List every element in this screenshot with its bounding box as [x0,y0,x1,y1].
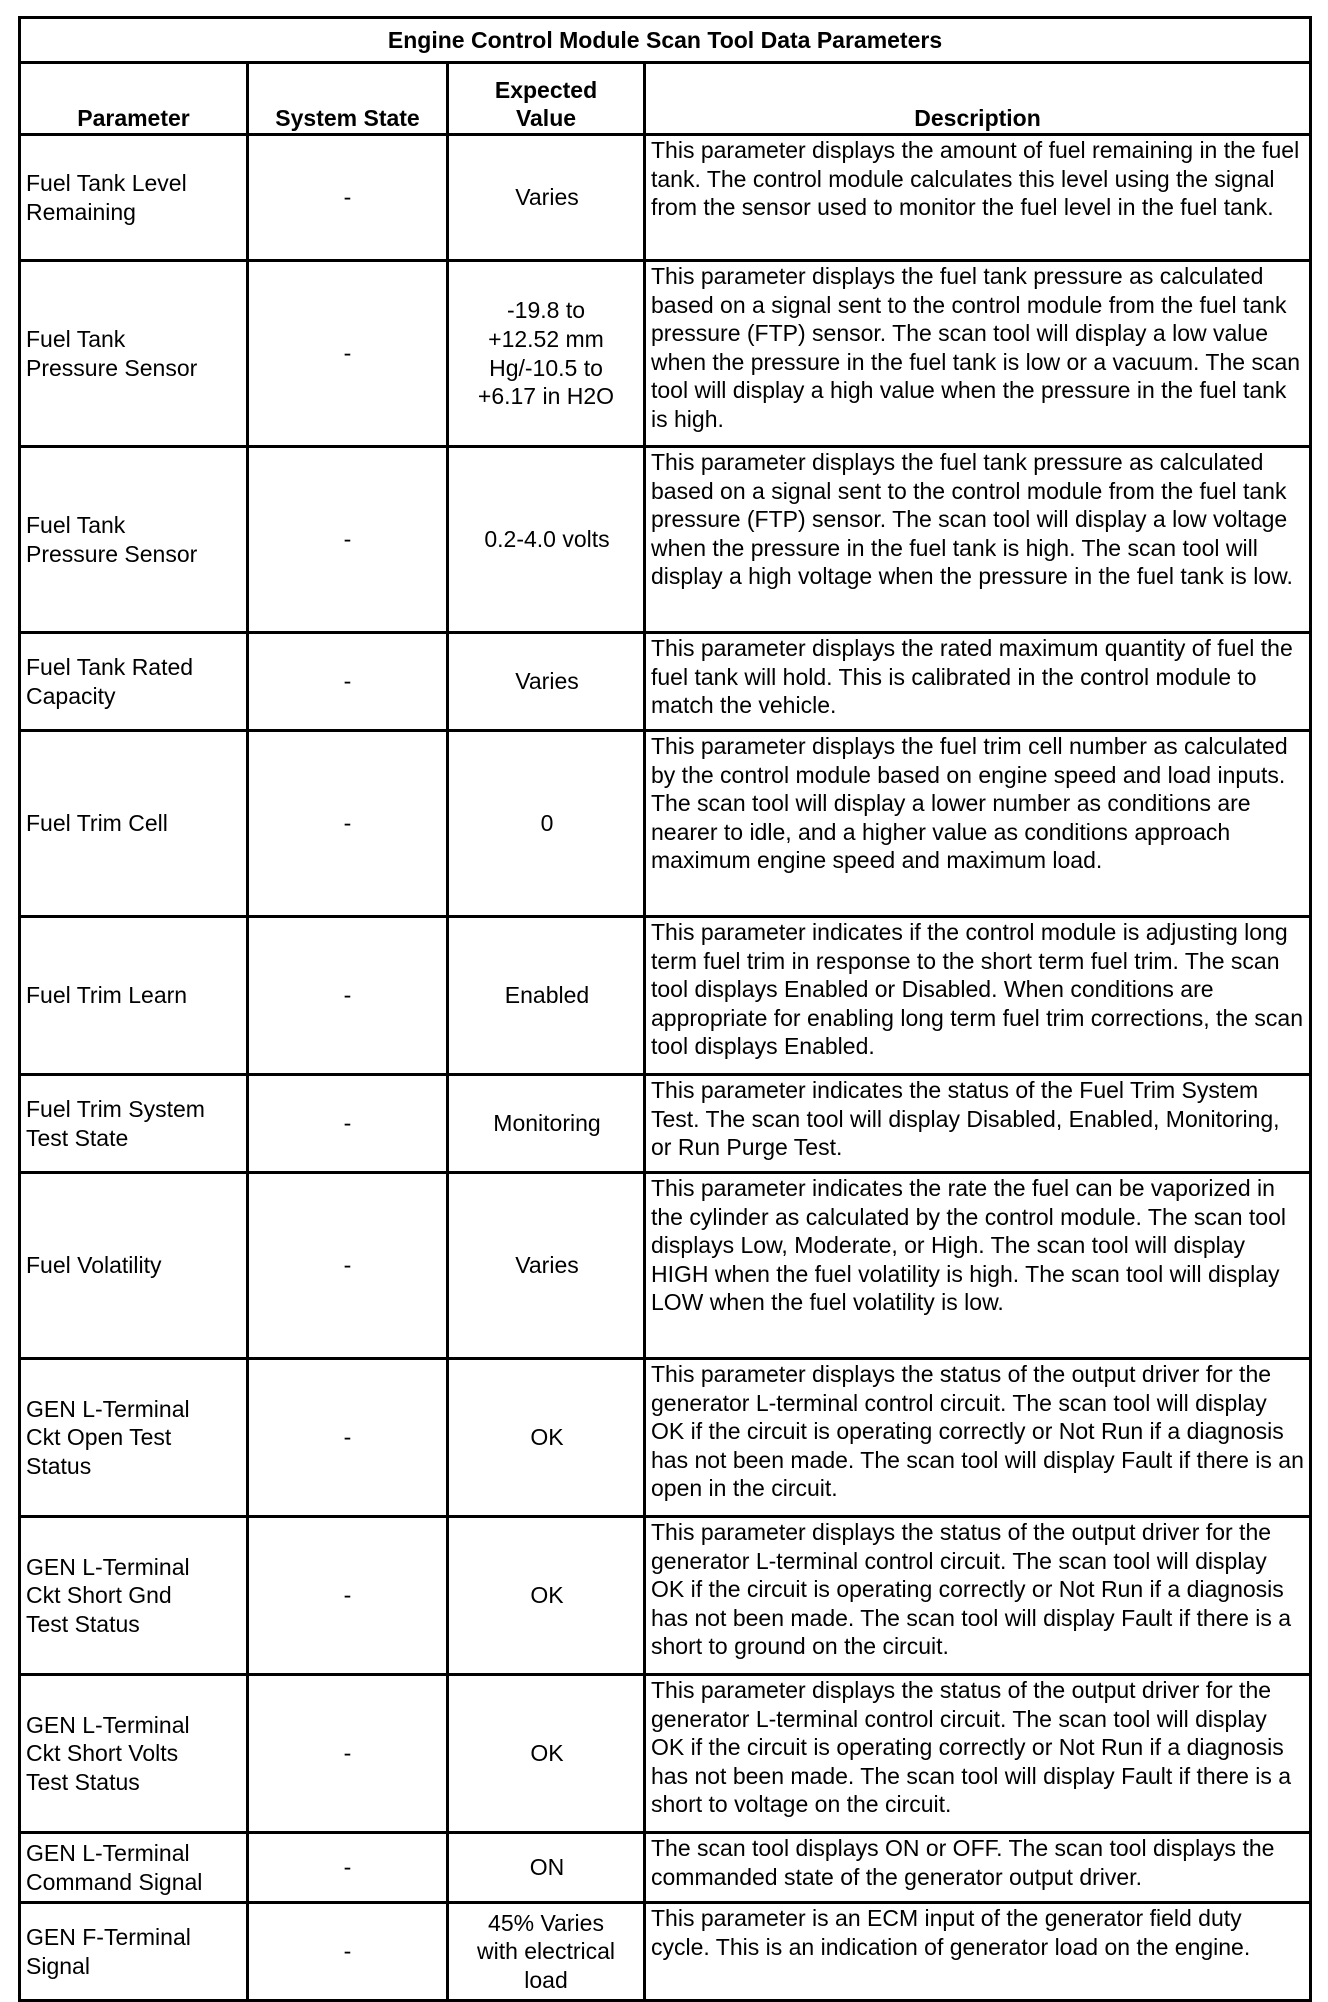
description-cell [645,1173,1311,1359]
expected-value-cell-text: OK [530,1424,564,1451]
parameter-cell-text: Fuel Volatility [26,1252,162,1279]
parameter-cell [20,1903,248,2001]
parameter-cell [20,633,248,731]
expected-value-cell-text: Monitoring [493,1110,601,1137]
table-row [20,633,1311,731]
description-cell-text: This parameter is an ECM input of the generator field duty cycle. This is an indication of generator load on the engine. [651,1905,1251,1960]
description-cell [645,1517,1311,1675]
expected-value-cell-text: Varies [515,668,579,695]
system-state-cell-text: - [343,668,352,695]
system-state-cell [248,135,448,261]
expected-value-cell-text: 0 [540,810,554,837]
description-cell-text: This parameter indicates the status of the Fuel Trim System Test. The scan tool will display Disabled, Enabled, Monitoring, or Run Purge Test. [651,1077,1280,1161]
expected-value-cell-text: ON [529,1854,565,1881]
table-row [20,1173,1311,1359]
parameter-cell [20,1517,248,1675]
table-row [20,135,1311,261]
description-cell [645,731,1311,917]
parameter-cell-text: Fuel Trim System Test State [26,1095,205,1151]
expected-value-cell-text: 0.2-4.0 volts [484,526,610,553]
parameter-cell-text: GEN L-Terminal Command Signal [26,1839,203,1895]
expected-value-cell-text: Enabled [504,982,590,1009]
description-cell-text: This parameter displays the amount of fuel remaining in the fuel tank. The control module calculates this level using the signal from the sensor used to monitor the fuel level in the fuel tank. [651,137,1300,221]
expected-value-cell-text: OK [530,1740,564,1767]
parameter-cell [20,1359,248,1517]
expected-value-cell [448,135,645,261]
description-cell-text: This parameter displays the rated maximum quantity of fuel the fuel tank will hold. This is calibrated in the control module to match the vehicle. [651,635,1293,719]
parameter-cell-text: Fuel Tank Rated Capacity [26,653,194,709]
parameter-cell-text: Fuel Tank Pressure Sensor [26,511,198,567]
table-row [20,1359,1311,1517]
table-row [20,731,1311,917]
parameter-cell [20,447,248,633]
description-cell-text: This parameter displays the fuel tank pressure as calculated based on a signal sent to the control module from the fuel tank pressure (FTP) sensor. The scan tool will display a low voltage when the pressure in the fuel tank is high. The scan tool will display a high voltage when the pressure in the fuel tank is low. [651,449,1293,590]
expected-value-cell [448,1675,645,1833]
parameter-cell [20,1173,248,1359]
table-row [20,1075,1311,1173]
system-state-cell-text: - [343,982,352,1009]
system-state-cell-text: - [343,340,352,367]
system-state-cell [248,917,448,1075]
expected-value-header-text: Expected Value [494,76,598,132]
expected-value-cell-text: Varies [515,184,579,211]
description-cell [645,447,1311,633]
system-state-cell-text: - [343,810,352,837]
expected-value-cell-text: Varies [515,1252,579,1279]
description-cell-text: The scan tool displays ON or OFF. The scan tool displays the commanded state of the generator output driver. [651,1835,1275,1890]
description-cell-text: This parameter displays the status of the output driver for the generator L-terminal control circuit. The scan tool will display OK if the circuit is operating correctly or Not Run if a diagnosis has not been made. The scan tool will display Fault if there is a short to ground on the circuit. [651,1519,1292,1660]
description-cell-text: This parameter indicates if the control module is adjusting long term fuel trim in response to the short term fuel trim. The scan tool displays Enabled or Disabled. When conditions are appropriate for enabling long term fuel trim corrections, the scan tool displays Enabled. [651,919,1303,1060]
parameter-cell [20,1675,248,1833]
table-row [20,1675,1311,1833]
column-header-expected-value [448,63,645,135]
expected-value-cell-text: OK [530,1582,564,1609]
parameter-cell-text: GEN L-Terminal Ckt Short Gnd Test Status [26,1553,190,1637]
description-cell [645,1833,1311,1903]
table-row [20,261,1311,447]
parameter-cell [20,731,248,917]
expected-value-cell [448,731,645,917]
expected-value-cell [448,447,645,633]
description-cell [645,1675,1311,1833]
parameter-cell-text: GEN L-Terminal Ckt Open Test Status [26,1395,190,1479]
system-state-cell [248,1359,448,1517]
description-cell [645,1075,1311,1173]
system-state-cell [248,633,448,731]
expected-value-cell [448,1833,645,1903]
system-state-cell-text: - [343,1110,352,1137]
system-state-cell [248,1173,448,1359]
table-row [20,1833,1311,1903]
system-state-cell [248,447,448,633]
parameter-cell-text: Fuel Trim Learn [26,982,188,1009]
expected-value-cell [448,1903,645,2001]
table-row [20,1903,1311,2001]
system-state-cell-text: - [343,1424,352,1451]
expected-value-cell [448,1173,645,1359]
description-cell [645,261,1311,447]
column-header-description: Description [645,63,1311,135]
table-row [20,1517,1311,1675]
expected-value-cell [448,1359,645,1517]
table-body [20,135,1311,2001]
system-state-cell [248,261,448,447]
description-cell-text: This parameter indicates the rate the fuel can be vaporized in the cylinder as calculated by the control module. The scan tool displays Low, Moderate, or High. The scan tool will display HIGH when the fuel volatility is high. The scan tool will display LOW when the fuel volatility is low. [651,1175,1286,1316]
parameter-cell-text: GEN F-Terminal Signal [26,1923,191,1979]
parameter-cell-text: Fuel Tank Level Remaining [26,169,187,225]
table-row [20,917,1311,1075]
column-header-system-state: System State [248,63,448,135]
system-state-cell [248,1833,448,1903]
system-state-cell [248,1675,448,1833]
system-state-cell-text: - [343,526,352,553]
description-cell-text: This parameter displays the status of the output driver for the generator L-terminal control circuit. The scan tool will display OK if the circuit is operating correctly or Not Run if a diagnosis has not been made. The scan tool will display Fault if there is a short to voltage on the circuit. [651,1677,1292,1818]
description-cell-text: This parameter displays the fuel tank pressure as calculated based on a signal sent to the control module from the fuel tank pressure (FTP) sensor. The scan tool will display a low value when the pressure in the fuel tank is low or a vacuum. The scan tool will display a high value when the pressure in the fuel tank is high. [651,263,1301,432]
system-state-cell [248,731,448,917]
parameter-cell [20,135,248,261]
description-cell-text: This parameter displays the fuel trim cell number as calculated by the control module based on engine speed and load inputs. The scan tool will display a lower number as conditions are nearer to idle, and a higher value as conditions approach maximum engine speed and maximum load. [651,733,1288,874]
description-cell [645,1359,1311,1517]
parameter-cell-text: GEN L-Terminal Ckt Short Volts Test Status [26,1711,190,1795]
description-cell [645,633,1311,731]
system-state-cell-text: - [343,184,352,211]
parameter-cell [20,261,248,447]
expected-value-cell-text: -19.8 to +12.52 mm Hg/-10.5 to +6.17 in H2O [477,297,615,410]
expected-value-cell [448,917,645,1075]
expected-value-cell [448,633,645,731]
expected-value-cell-text: 45% Varies with electrical load [476,1909,616,1993]
system-state-cell-text: - [343,1938,352,1965]
parameter-cell [20,917,248,1075]
system-state-cell [248,1517,448,1675]
table-title: Engine Control Module Scan Tool Data Parameters [20,18,1311,63]
system-state-cell-text: - [343,1740,352,1767]
system-state-cell [248,1903,448,2001]
expected-value-cell [448,261,645,447]
scan-tool-data-table [18,16,1312,2002]
system-state-cell-text: - [343,1582,352,1609]
system-state-cell-text: - [343,1252,352,1279]
description-cell [645,917,1311,1075]
expected-value-cell [448,1517,645,1675]
system-state-cell-text: - [343,1854,352,1881]
description-cell [645,135,1311,261]
parameter-cell-text: Fuel Tank Pressure Sensor [26,325,198,381]
parameter-cell [20,1833,248,1903]
description-cell-text: This parameter displays the status of the output driver for the generator L-terminal control circuit. The scan tool will display OK if the circuit is operating correctly or Not Run if a diagnosis has not been made. The scan tool will display Fault if there is an open in the circuit. [651,1361,1304,1502]
table-row [20,447,1311,633]
expected-value-cell [448,1075,645,1173]
system-state-cell [248,1075,448,1173]
description-cell [645,1903,1311,2001]
column-header-parameter: Parameter [20,63,248,135]
parameter-cell-text: Fuel Trim Cell [26,810,168,837]
parameter-cell [20,1075,248,1173]
